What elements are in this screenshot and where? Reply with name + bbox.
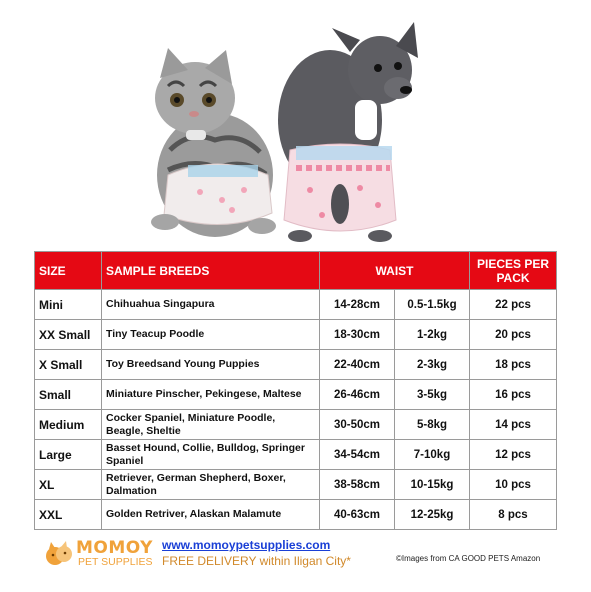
size-cell: XXL: [35, 500, 102, 530]
pieces-cell: 22 pcs: [470, 290, 557, 320]
pieces-cell: 14 pcs: [470, 410, 557, 440]
logo-subtitle: PET SUPPLIES: [78, 556, 153, 568]
size-cell: XL: [35, 470, 102, 500]
waist-cm-cell: 34-54cm: [320, 440, 395, 470]
weight-cell: 0.5-1.5kg: [395, 290, 470, 320]
table-header-row: [35, 252, 557, 290]
waist-cm-cell: 38-58cm: [320, 470, 395, 500]
header-waist: WAIST: [320, 252, 470, 290]
logo-wordmark: MOMOY: [76, 538, 153, 558]
table-row: [35, 380, 557, 410]
size-cell: Large: [35, 440, 102, 470]
weight-cell: 12-25kg: [395, 500, 470, 530]
waist-cm-cell: 18-30cm: [320, 320, 395, 350]
pieces-cell: 12 pcs: [470, 440, 557, 470]
table-row: [35, 440, 557, 470]
weight-cell: 10-15kg: [395, 470, 470, 500]
table-row: [35, 410, 557, 440]
weight-cell: 2-3kg: [395, 350, 470, 380]
breeds-cell: Tiny Teacup Poodle: [102, 320, 320, 350]
breeds-cell: Miniature Pinscher, Pekingese, Maltese: [102, 380, 320, 410]
size-cell: Medium: [35, 410, 102, 440]
dog-cat-logo-icon: [44, 540, 74, 570]
breeds-cell: Retriever, German Shepherd, Boxer, Dalmation: [102, 470, 320, 500]
waist-cm-cell: 14-28cm: [320, 290, 395, 320]
footer: [40, 538, 560, 572]
table-row: [35, 470, 557, 500]
breeds-cell: Cocker Spaniel, Miniature Poodle, Beagle, Sheltie: [102, 410, 320, 440]
weight-cell: 3-5kg: [395, 380, 470, 410]
header-sample-breeds: SAMPLE BREEDS: [102, 252, 320, 290]
pets-in-diapers-illustration: [0, 0, 591, 250]
size-cell: X Small: [35, 350, 102, 380]
weight-cell: 7-10kg: [395, 440, 470, 470]
header-pieces-per-pack: PIECES PER PACK: [470, 252, 557, 290]
size-cell: Small: [35, 380, 102, 410]
product-photo: [0, 0, 591, 250]
momoy-logo: [44, 538, 164, 572]
breeds-cell: Toy Breedsand Young Puppies: [102, 350, 320, 380]
delivery-note: FREE DELIVERY within Iligan City*: [162, 554, 351, 568]
puppy-illustration: [278, 22, 418, 242]
waist-cm-cell: 26-46cm: [320, 380, 395, 410]
breeds-cell: Golden Retriver, Alaskan Malamute: [102, 500, 320, 530]
pieces-cell: 18 pcs: [470, 350, 557, 380]
kitten-illustration: [151, 48, 276, 237]
size-chart-table: [34, 251, 557, 530]
table-row: [35, 500, 557, 530]
image-credit: ©Images from CA GOOD PETS Amazon: [396, 554, 541, 563]
table-row: [35, 290, 557, 320]
header-size: SIZE: [35, 252, 102, 290]
weight-cell: 5-8kg: [395, 410, 470, 440]
table-row: [35, 320, 557, 350]
weight-cell: 1-2kg: [395, 320, 470, 350]
website-link[interactable]: www.momoypetsupplies.com: [162, 538, 331, 552]
pieces-cell: 16 pcs: [470, 380, 557, 410]
size-cell: XX Small: [35, 320, 102, 350]
waist-cm-cell: 30-50cm: [320, 410, 395, 440]
pieces-cell: 20 pcs: [470, 320, 557, 350]
table-row: [35, 350, 557, 380]
waist-cm-cell: 40-63cm: [320, 500, 395, 530]
waist-cm-cell: 22-40cm: [320, 350, 395, 380]
size-cell: Mini: [35, 290, 102, 320]
breeds-cell: Basset Hound, Collie, Bulldog, Springer Spaniel: [102, 440, 320, 470]
pieces-cell: 10 pcs: [470, 470, 557, 500]
pieces-cell: 8 pcs: [470, 500, 557, 530]
breeds-cell: Chihuahua Singapura: [102, 290, 320, 320]
